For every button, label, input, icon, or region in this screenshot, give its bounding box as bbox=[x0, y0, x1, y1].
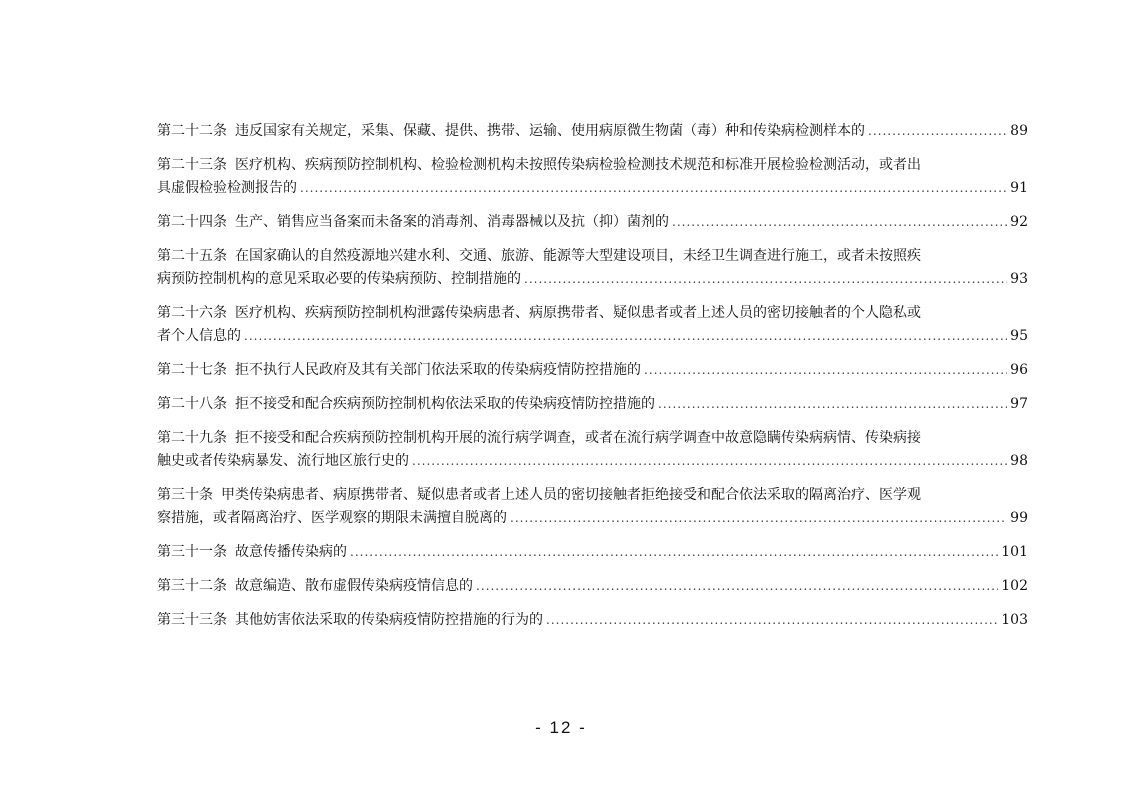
article-number: 第二十七条 bbox=[157, 362, 227, 378]
dot-leader bbox=[658, 393, 1007, 416]
toc-entry[interactable] bbox=[157, 302, 1028, 348]
entry-title: 拒不执行人民政府及其有关部门依法采取的传染病疫情防控措施的 bbox=[235, 362, 641, 378]
toc-entry[interactable] bbox=[157, 541, 1028, 564]
entry-title: 违反国家有关规定，采集、保藏、提供、携带、运输、使用病原微生物菌（毒）种和传染病检测样本的 bbox=[235, 123, 865, 139]
entry-title-line1: 甲类传染病患者、病原携带者、疑似患者或者上述人员的密切接触者拒绝接受和配合依法采取的隔离治疗、医学观 bbox=[221, 487, 921, 503]
dot-leader bbox=[476, 575, 998, 598]
article-number: 第三十三条 bbox=[157, 612, 227, 628]
entry-title: 拒不接受和配合疾病预防控制机构依法采取的传染病疫情防控措施的 bbox=[235, 396, 655, 412]
article-number: 第三十一条 bbox=[157, 544, 227, 560]
article-number: 第二十八条 bbox=[157, 396, 227, 412]
dot-leader bbox=[350, 541, 998, 564]
entry-title: 故意编造、散布虚假传染病疫情信息的 bbox=[235, 578, 473, 594]
toc-entry[interactable] bbox=[157, 427, 1028, 473]
page-number: - 12 - bbox=[535, 718, 587, 737]
toc-entry[interactable] bbox=[157, 245, 1028, 291]
entry-title-line1: 医疗机构、疾病预防控制机构泄露传染病患者、病原携带者、疑似患者或者上述人员的密切接触者的个人隐私或 bbox=[235, 305, 921, 321]
dot-leader bbox=[412, 450, 1007, 473]
dot-leader bbox=[868, 120, 1007, 143]
page-ref: 102 bbox=[1001, 578, 1028, 594]
toc-entry[interactable] bbox=[157, 359, 1028, 382]
toc-entry[interactable] bbox=[157, 120, 1028, 143]
article-number: 第二十九条 bbox=[157, 430, 227, 446]
page-ref: 98 bbox=[1010, 453, 1028, 469]
page-ref: 95 bbox=[1010, 328, 1028, 344]
article-number: 第二十三条 bbox=[157, 157, 227, 173]
page-ref: 96 bbox=[1010, 362, 1028, 378]
toc-entry[interactable] bbox=[157, 393, 1028, 416]
entry-title-line2: 触史或者传染病暴发、流行地区旅行史的 bbox=[157, 453, 409, 469]
toc-entry[interactable] bbox=[157, 575, 1028, 598]
article-number: 第三十二条 bbox=[157, 578, 227, 594]
article-number: 第三十条 bbox=[157, 487, 213, 503]
table-of-contents bbox=[157, 120, 1028, 643]
toc-entry[interactable] bbox=[157, 484, 1028, 530]
entry-title-line2: 者个人信息的 bbox=[157, 328, 241, 344]
page-ref: 99 bbox=[1010, 510, 1028, 526]
dot-leader bbox=[510, 507, 1007, 530]
page-ref: 92 bbox=[1010, 214, 1028, 230]
toc-entry[interactable] bbox=[157, 211, 1028, 234]
entry-title: 故意传播传染病的 bbox=[235, 544, 347, 560]
dot-leader bbox=[644, 359, 1007, 382]
article-number: 第二十五条 bbox=[157, 248, 227, 264]
dot-leader bbox=[524, 268, 1007, 291]
page-ref: 89 bbox=[1010, 123, 1028, 139]
page-ref: 93 bbox=[1010, 271, 1028, 287]
dot-leader bbox=[300, 177, 1007, 200]
toc-entry[interactable] bbox=[157, 609, 1028, 632]
article-number: 第二十二条 bbox=[157, 123, 227, 139]
page-ref: 101 bbox=[1001, 544, 1028, 560]
dot-leader bbox=[244, 325, 1007, 348]
page-ref: 91 bbox=[1010, 180, 1028, 196]
entry-title: 生产、销售应当备案而未备案的消毒剂、消毒器械以及抗（抑）菌剂的 bbox=[235, 214, 669, 230]
page-ref: 97 bbox=[1010, 396, 1028, 412]
page-ref: 103 bbox=[1001, 612, 1028, 628]
entry-title-line1: 医疗机构、疾病预防控制机构、检验检测机构未按照传染病检验检测技术规范和标准开展检验检测活动，或者出 bbox=[235, 157, 921, 173]
dot-leader bbox=[672, 211, 1007, 234]
entry-title: 其他妨害依法采取的传染病疫情防控措施的行为的 bbox=[235, 612, 543, 628]
article-number: 第二十六条 bbox=[157, 305, 227, 321]
article-number: 第二十四条 bbox=[157, 214, 227, 230]
entry-title-line1: 拒不接受和配合疾病预防控制机构开展的流行病学调查，或者在流行病学调查中故意隐瞒传染病病情、传染病接 bbox=[235, 430, 921, 446]
entry-title-line2: 察措施，或者隔离治疗、医学观察的期限未满擅自脱离的 bbox=[157, 510, 507, 526]
toc-entry[interactable] bbox=[157, 154, 1028, 200]
dot-leader bbox=[546, 609, 998, 632]
entry-title-line1: 在国家确认的自然疫源地兴建水利、交通、旅游、能源等大型建设项目，未经卫生调查进行施工，或者未按照疾 bbox=[235, 248, 921, 264]
entry-title-line2: 病预防控制机构的意见采取必要的传染病预防、控制措施的 bbox=[157, 271, 521, 287]
entry-title-line2: 具虚假检验检测报告的 bbox=[157, 180, 297, 196]
